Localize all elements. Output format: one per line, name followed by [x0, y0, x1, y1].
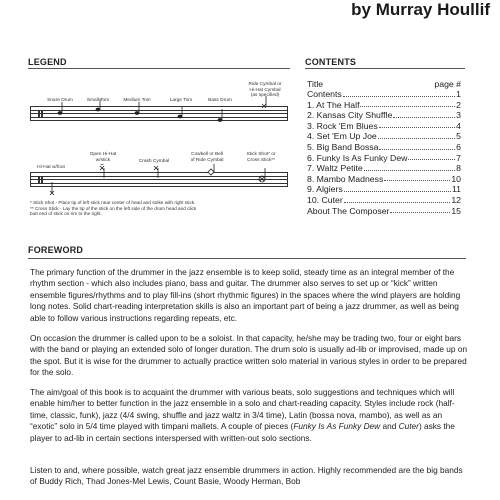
contents-heading: CONTENTS	[305, 57, 357, 67]
legend-notes-row-2	[30, 164, 290, 198]
foreword-paragraph-4: Listen to and, where possible, watch great jazz ensemble drummers in action. Highly recommended are the big bands of Buddy Rich, Thad Jones-Mel Lewis, Count Basie, Woody Herman, Bob	[30, 465, 463, 487]
snare-note-icon	[58, 112, 62, 115]
foreword-paragraph-3: The aim/goal of this book is to acquaint the drummer with various beats, solo suggestions and techniques which will enable him/her to better function in the jazz ensemble in a solo and chart-reading capacity. Styles include rock (half-time, classic, funk), jazz (4/4 swing, shuffle and jazz waltz in 3/4 time), Latin (bossa nova, mambo), as well as an “exotic” solo in 5/4 time played with timpani mallets. A couple of pieces (Funky Is As Funky Dew and Cuter) asks the player to ad-lib in certain sections interspersed with written-out solo sections.	[30, 387, 455, 443]
crash-cymbal-note-icon	[154, 166, 158, 178]
contents-item[interactable]: 4. Set 'Em Up Joe 5	[307, 131, 461, 142]
contents-title-col: Title	[307, 79, 324, 89]
large-tom-note-icon	[178, 115, 182, 118]
contents-item[interactable]: 10. Cuter 12	[307, 194, 461, 205]
legend-label-stick-shot: Stick Shot* or Cross Stick**	[246, 152, 276, 163]
bass-drum-note-icon	[218, 119, 222, 122]
foreword-rule	[28, 258, 466, 259]
contents-column-header	[307, 79, 461, 89]
contents-list	[307, 89, 461, 216]
legend-label-ride-cymbal: Ride Cymbal or Hi-Hat Cymbal (as specified)	[248, 82, 282, 98]
foreword-paragraph-1: The primary function of the drummer in the jazz ensemble is to keep solid, steady time as an integral member of the rhythm section - which also includes piano, bass and guitar. The drummer also serves to set up or “kick” written ensemble figures/rhythms and to play fill-ins (short rhythmic figures) in the spaces where the wind players are holding long notes. Solid chart-reading interpretation skills is also an important part of being a jazz drummer, as well as being able to follow various instructions regarding repeats, etc.	[30, 267, 461, 323]
legend-rule	[28, 68, 290, 69]
legend-label-large-tom: Large Tom	[169, 98, 193, 103]
medium-tom-note-icon	[135, 112, 139, 115]
foreword-paragraph-2: On occasion the drummer is called upon to be a soloist. In that capacity, he/she may be trading two, four or eight bars with the band or playing an extended solo of longer duration. The drum solo is usually ad-lib or improvised, made up on the spot. But it is wise for the drummer to actually practice written solo material in various styles in order to be prepared for the solo.	[30, 333, 468, 378]
legend-label-open-hihat: Open Hi-Hat w/stick	[89, 152, 117, 163]
stick-shot-note-icon	[259, 168, 265, 182]
legend-footnote-3: butt end of stick on rim to the right.	[30, 211, 102, 216]
author-byline: by Murray Houllif	[351, 0, 490, 19]
legend-footnote-2: ** Cross Stick - Lay the tip of the stick on the left side of the drum head and click	[30, 206, 197, 211]
legend-footnote-1: * Stick Shot - Place tip of left stick near center of head and strike with right stick.	[30, 200, 196, 205]
legend-label-hihat-foot: Hi-Hat w/foot	[37, 165, 65, 170]
cowbell-note-icon	[208, 164, 214, 175]
contents-item[interactable]: Contents 1	[307, 89, 461, 99]
legend-label-cowbell: Cowbell or Bell of Ride Cymbal	[190, 152, 224, 163]
foreword-heading: FOREWORD	[28, 245, 84, 255]
contents-item[interactable]: 7. Waltz Petite 8	[307, 163, 461, 174]
contents-rule	[305, 68, 465, 69]
contents-item[interactable]: 1. At The Half 2	[307, 99, 461, 110]
legend-label-crash: Crash Cymbal	[138, 159, 170, 164]
small-tom-note-icon	[96, 108, 100, 111]
legend-label-small-tom: Small Tom	[86, 98, 110, 103]
open-hihat-note-icon	[100, 164, 104, 178]
legend-label-bass-drum: Bass Drum	[208, 98, 232, 103]
contents-item[interactable]: 8. Mambo Madness 10	[307, 173, 461, 184]
ride-cymbal-note-icon	[262, 96, 266, 108]
contents-item[interactable]: 5. Big Band Bossa 6	[307, 141, 461, 152]
hihat-foot-note-icon	[50, 182, 54, 195]
legend-label-snare: Snare Drum	[47, 98, 73, 103]
legend-notes-row-1	[30, 96, 290, 122]
contents-item[interactable]: 3. Rock 'Em Blues 4	[307, 120, 461, 131]
legend-heading: LEGEND	[28, 57, 67, 67]
contents-item[interactable]: 2. Kansas City Shuffle 3	[307, 110, 461, 121]
legend-label-medium-tom: Medium Tom	[123, 98, 151, 103]
contents-item[interactable]: About The Composer 15	[307, 205, 461, 216]
contents-item[interactable]: 9. Algiers 11	[307, 184, 461, 195]
contents-page-col: page #	[434, 79, 461, 89]
contents-item[interactable]: 6. Funky Is As Funky Dew 7	[307, 152, 461, 163]
